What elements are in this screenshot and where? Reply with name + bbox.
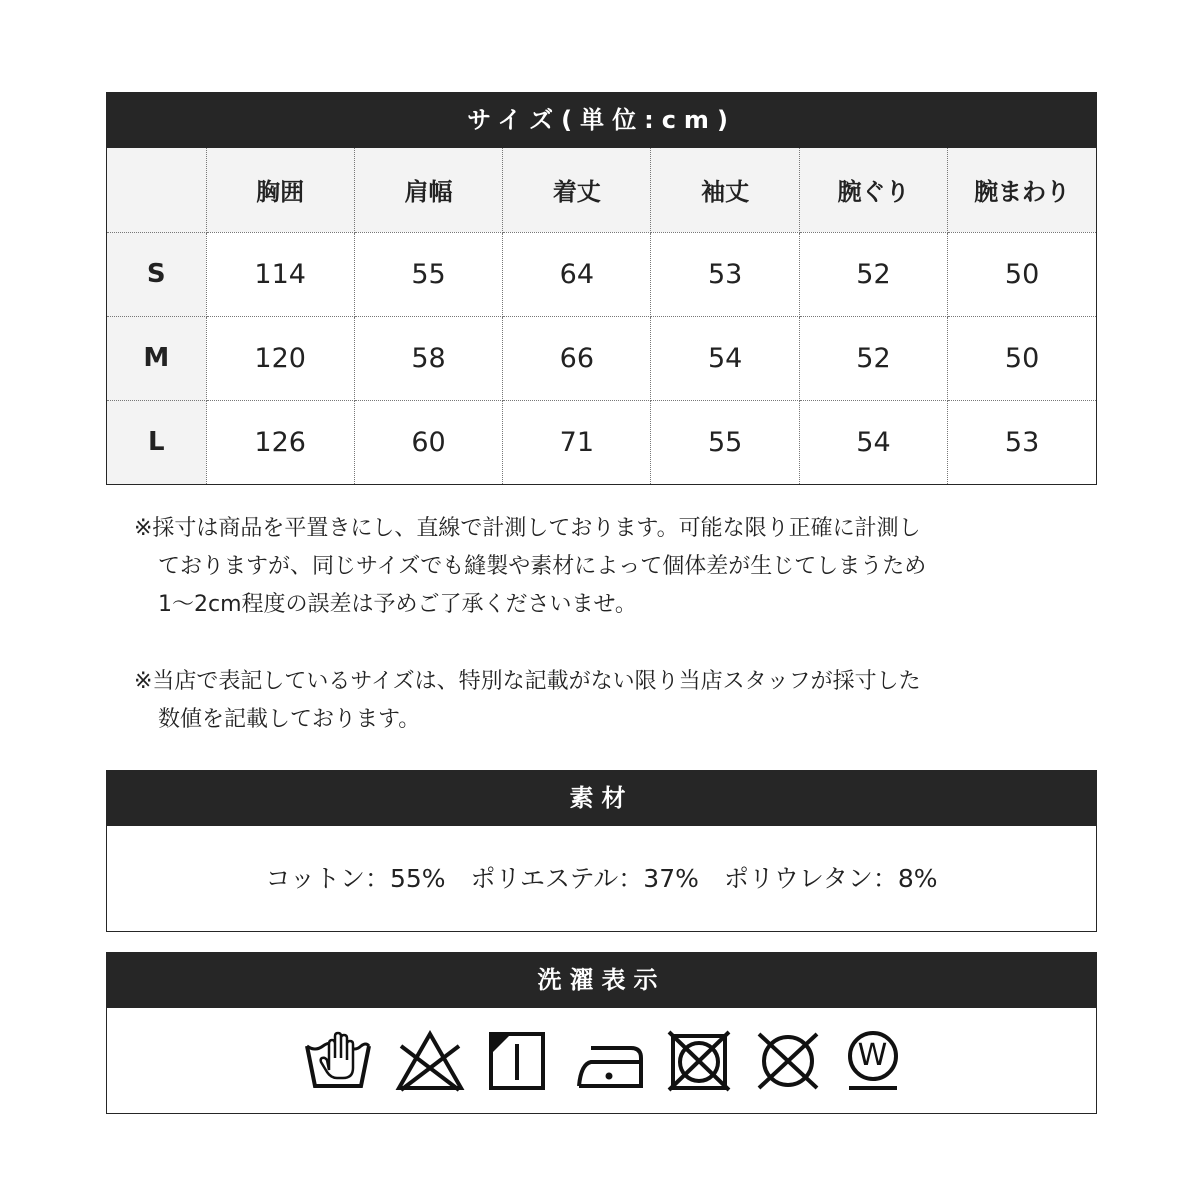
table-row: [107, 316, 1096, 400]
table-cell: 53: [651, 232, 799, 316]
size-chart-title: サイズ(単位:cm): [107, 93, 1096, 148]
material-section: [106, 770, 1097, 932]
material-title: 素材: [107, 771, 1096, 826]
table-cell: 126: [206, 400, 354, 484]
table-cell: 114: [206, 232, 354, 316]
table-row: [107, 232, 1096, 316]
table-cell: 53: [948, 400, 1096, 484]
column-header: 着丈: [503, 148, 651, 232]
table-cell: 52: [799, 316, 947, 400]
table-cell: 52: [799, 232, 947, 316]
material-composition: コットン：55% ポリエステル：37% ポリウレタン：8%: [265, 864, 938, 893]
wet-clean-icon: [845, 1030, 901, 1092]
note-line: 数値を記載しております。: [158, 707, 421, 732]
table-row: [107, 400, 1096, 484]
note-line: ておりますが、同じサイズでも縫製や素材によって個体差が生じてしまうため: [158, 554, 927, 579]
note-line: ※当店で表記しているサイズは、特別な記載がない限り当店スタッフが採寸した: [134, 669, 921, 694]
table-cell: 66: [503, 316, 651, 400]
table-cell: 60: [354, 400, 502, 484]
no-dry-clean-icon: [753, 1030, 823, 1092]
size-label: L: [107, 400, 206, 484]
size-chart: [106, 92, 1097, 485]
size-source-note: [134, 663, 1034, 739]
column-header: 袖丈: [651, 148, 799, 232]
no-tumble-dry-icon: [667, 1030, 731, 1092]
column-header: 胸囲: [206, 148, 354, 232]
column-header: 肩幅: [354, 148, 502, 232]
table-cell: 64: [503, 232, 651, 316]
line-dry-shade-icon: [487, 1030, 547, 1092]
table-cell: 71: [503, 400, 651, 484]
hand-wash-icon: [303, 1030, 373, 1092]
care-title: 洗濯表示: [107, 953, 1096, 1008]
table-cell: 50: [948, 232, 1096, 316]
table-cell: 120: [206, 316, 354, 400]
size-label: M: [107, 316, 206, 400]
measurement-note: [134, 510, 1034, 624]
column-header: 腕まわり: [948, 148, 1096, 232]
table-cell: 54: [799, 400, 947, 484]
table-cell: 54: [651, 316, 799, 400]
size-label: S: [107, 232, 206, 316]
column-header: [107, 148, 206, 232]
care-section: [106, 952, 1097, 1114]
column-header: 腕ぐり: [799, 148, 947, 232]
size-table: [107, 148, 1096, 484]
wet-clean-letter: W: [857, 1037, 888, 1073]
care-icons: [107, 1008, 1096, 1113]
note-line: ※採寸は商品を平置きにし、直線で計測しております。可能な限り正確に計測し: [134, 516, 921, 541]
low-iron-icon: [569, 1030, 645, 1092]
no-bleach-icon: [395, 1030, 465, 1092]
note-line: 1〜2cm程度の誤差は予めご了承くださいませ。: [158, 592, 637, 617]
table-cell: 55: [651, 400, 799, 484]
table-header-row: [107, 148, 1096, 232]
table-cell: 50: [948, 316, 1096, 400]
table-cell: 55: [354, 232, 502, 316]
table-cell: 58: [354, 316, 502, 400]
